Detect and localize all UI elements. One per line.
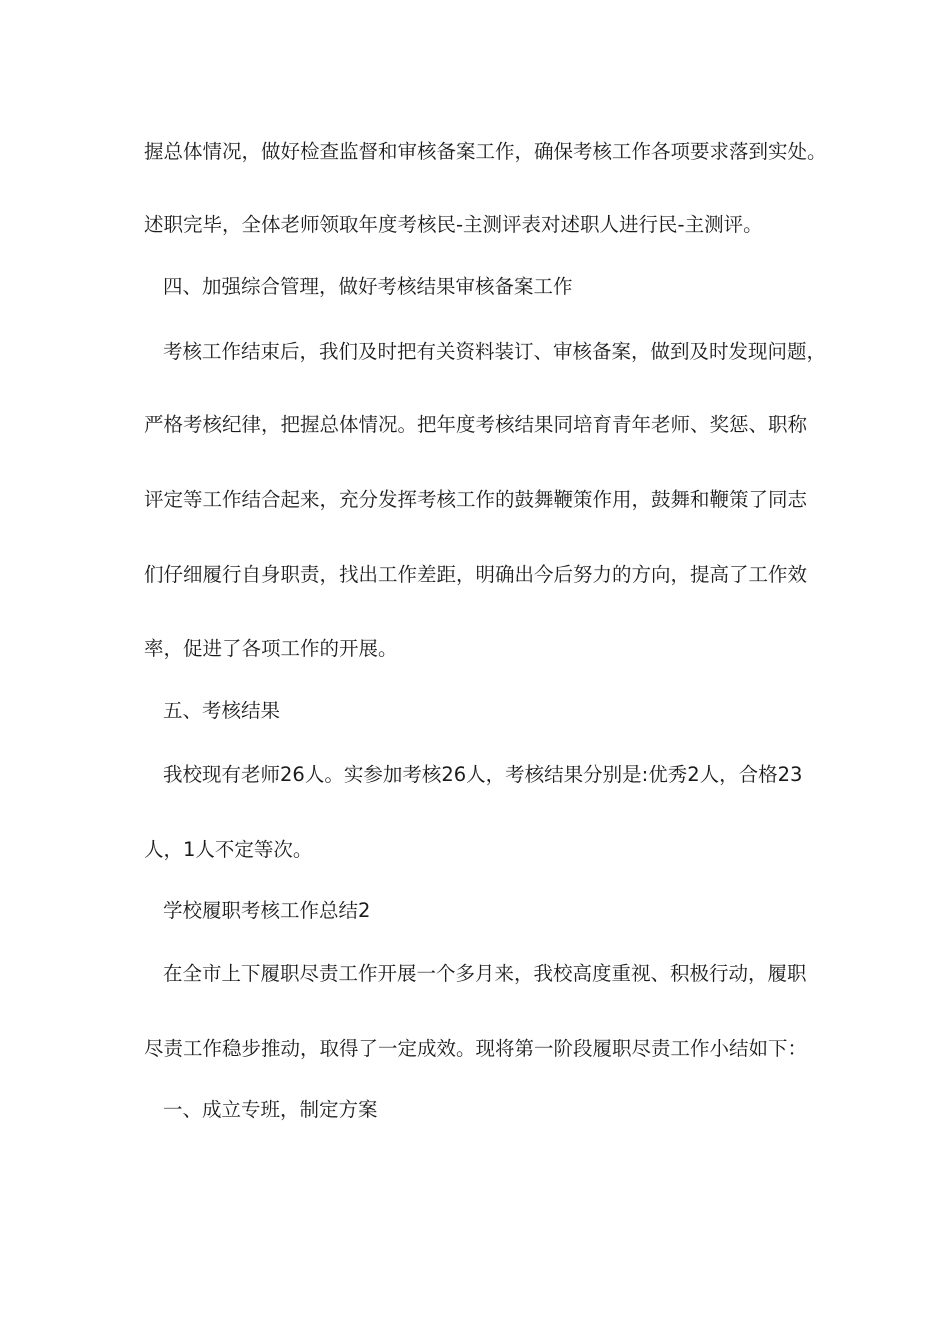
document-title: 学校履职考核工作总结2 [163, 899, 371, 922]
paragraph-line: 们仔细履行自身职责，找出工作差距，明确出今后努力的方向，提高了工作效 [144, 563, 808, 586]
section-heading: 一、成立专班，制定方案 [163, 1098, 378, 1121]
paragraph-line: 述职完毕，全体老师领取年度考核民-主测评表对述职人进行民-主测评。 [144, 213, 763, 236]
section-heading: 四、加强综合管理，做好考核结果审核备案工作 [163, 275, 573, 298]
paragraph-line: 人，1人不定等次。 [144, 838, 313, 861]
paragraph-line: 在全市上下履职尽责工作开展一个多月来，我校高度重视、积极行动，履职 [163, 962, 807, 985]
section-heading: 五、考核结果 [163, 699, 281, 722]
paragraph-line: 评定等工作结合起来，充分发挥考核工作的鼓舞鞭策作用，鼓舞和鞭策了同志 [144, 488, 808, 511]
paragraph-line: 严格考核纪律，把握总体情况。把年度考核结果同培育青年老师、奖惩、职称 [144, 413, 808, 436]
paragraph-line: 考核工作结束后，我们及时把有关资料装订、审核备案，做到及时发现问题， [163, 340, 827, 363]
paragraph-line: 我校现有老师26人。实参加考核26人，考核结果分别是:优秀2人，合格23 [163, 763, 803, 786]
paragraph-line: 尽责工作稳步推动，取得了一定成效。现将第一阶段履职尽责工作小结如下： [144, 1037, 808, 1060]
paragraph-line: 率，促进了各项工作的开展。 [144, 637, 398, 660]
paragraph-line: 握总体情况，做好检查监督和审核备案工作，确保考核工作各项要求落到实处。 [144, 140, 827, 163]
